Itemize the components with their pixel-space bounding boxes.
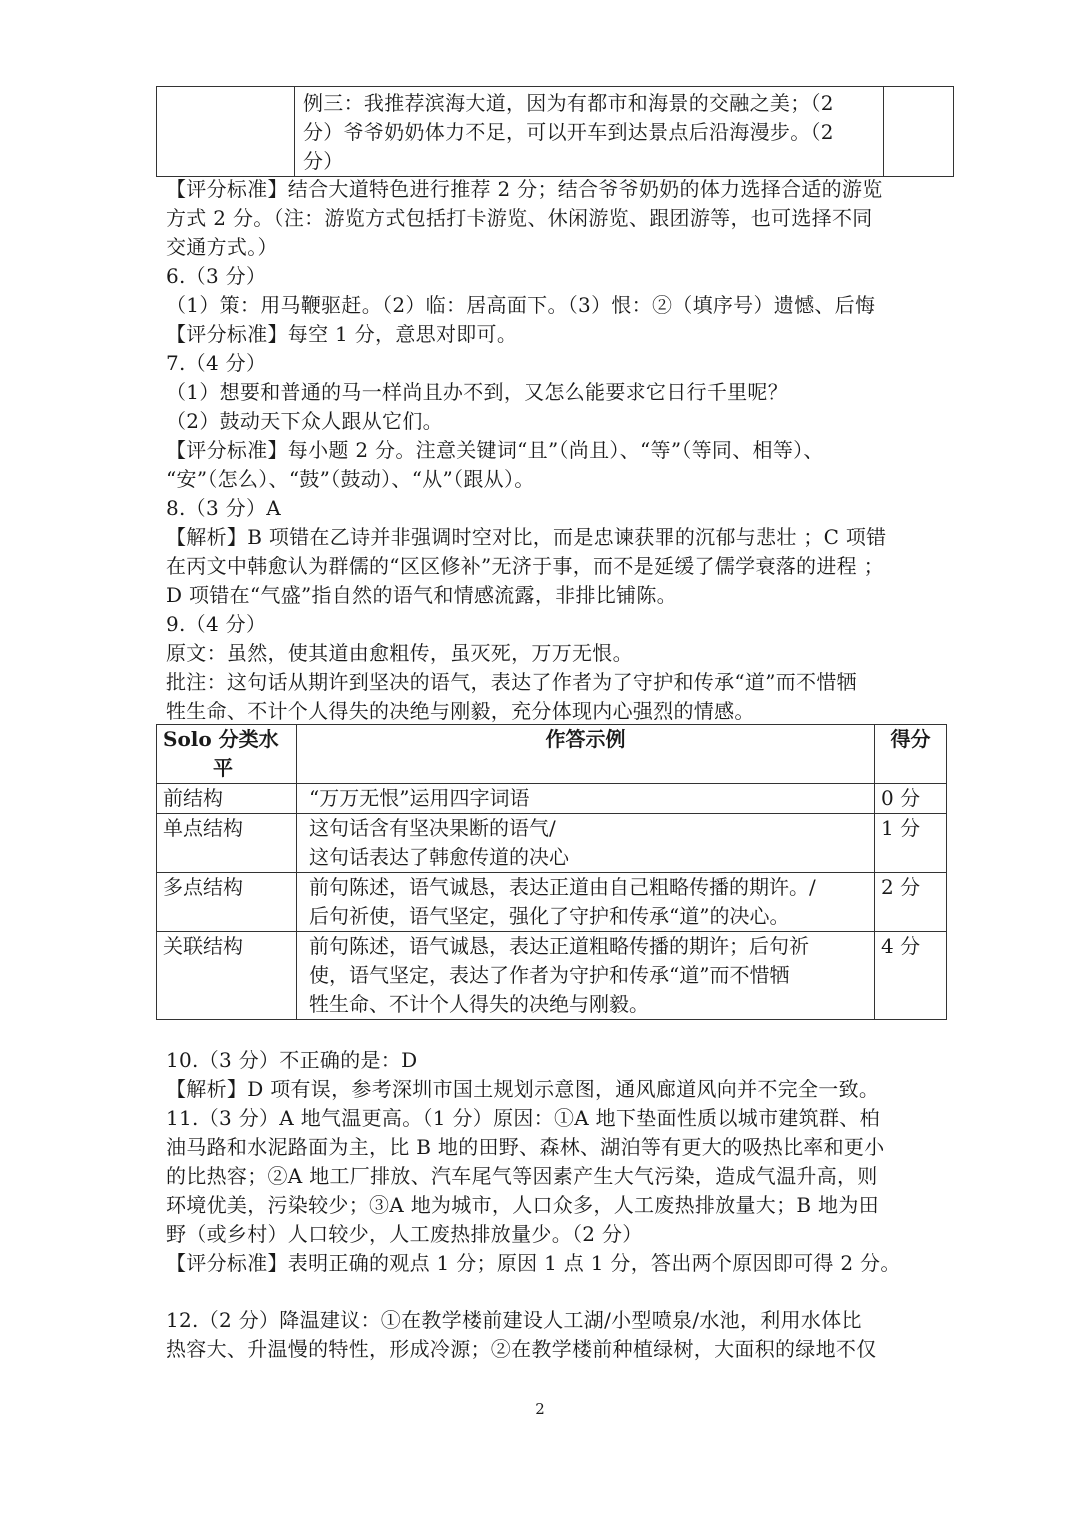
table-header-row — [157, 725, 947, 784]
top-table-line: 例三：我推荐滨海大道，因为有都市和海景的交融之美；（2 — [303, 91, 834, 115]
text-line: （1）想要和普通的马一样尚且办不到，又怎么能要求它日行千里呢？ — [166, 380, 789, 404]
answer-12 — [166, 1306, 941, 1364]
text-line: 【评分标准】结合大道特色进行推荐 2 分；结合爷爷奶奶的体力选择合适的游览 — [166, 177, 883, 201]
text-line: 【解析】B 项错在乙诗并非强调时空对比，而是忠谏获罪的沉郁与悲壮 ；C 项错 — [166, 525, 887, 549]
solo-scoring-table — [156, 724, 947, 1020]
row-level: 前结构 — [157, 784, 297, 814]
row-level: 关联结构 — [157, 932, 297, 1020]
row-answer: 这句话含有坚决果断的语气/ 这句话表达了韩愈传道的决心 — [297, 814, 875, 873]
page-number: 2 — [535, 1400, 545, 1418]
text-line: 的比热容；②A 地工厂排放、汽车尾气等因素产生大气污染，造成气温升高，则 — [166, 1164, 878, 1188]
table-row — [157, 814, 947, 873]
table-row — [157, 932, 947, 1020]
question-heading: 10.（3 分）不正确的是：D — [166, 1048, 418, 1072]
header-solo-level: Solo 分类水 平 — [157, 725, 297, 784]
row-level: 多点结构 — [157, 873, 297, 932]
text-line: D 项错在“气盛”指自然的语气和情感流露，非排比铺陈。 — [166, 583, 677, 607]
row-level: 单点结构 — [157, 814, 297, 873]
text-line: 【评分标准】表明正确的观点 1 分；原因 1 点 1 分，答出两个原因即可得 2 分。 — [166, 1251, 901, 1275]
top-table-answer-cell — [295, 87, 884, 177]
text-line: 在丙文中韩愈认为群儒的“区区修补”无济于事，而不是延缓了儒学衰落的进程 ； — [166, 554, 884, 578]
text-line: （2）鼓动天下众人跟从它们。 — [166, 409, 443, 433]
table-row — [157, 784, 947, 814]
row-answer: 前句陈述，语气诚恳，表达正道粗略传播的期许；后句祈 使，语气坚定，表达了作者为守护和传承“道”而不惜牺 牲生命、不计个人得失的决绝与刚毅。 — [297, 932, 875, 1020]
table-row — [157, 873, 947, 932]
text-line: 方式 2 分。（注：游览方式包括打卡游览、休闲游览、跟团游等，也可选择不同 — [166, 206, 873, 230]
row-score: 0 分 — [875, 784, 947, 814]
question-heading: 8.（3 分）A — [166, 496, 282, 520]
question-heading: 7.（4 分） — [166, 351, 267, 375]
header-score: 得分 — [875, 725, 947, 784]
top-table-line: 分）爷爷奶奶体力不足，可以开车到达景点后沿海漫步。（2 — [303, 120, 834, 144]
text-line: 交通方式。） — [166, 235, 278, 259]
text-line: 12.（2 分）降温建议：①在教学楼前建设人工湖/小型喷泉/水池，利用水体比 — [166, 1308, 862, 1332]
row-answer: 前句陈述，语气诚恳，表达正道由自己粗略传播的期许。/ 后句祈使，语气坚定，强化了守护和传承“道”的决心。 — [297, 873, 875, 932]
header-answer-example: 作答示例 — [297, 725, 875, 784]
top-table-empty-cell-right — [884, 87, 954, 177]
text-line: 牲生命、不计个人得失的决绝与刚毅，充分体现内心强烈的情感。 — [166, 699, 755, 723]
text-line: “安”（怎么）、“鼓”（鼓动）、“从”（跟从）。 — [166, 467, 535, 491]
answers-10-to-11 — [166, 1046, 941, 1278]
row-score: 2 分 — [875, 873, 947, 932]
text-line: （1）策：用马鞭驱赶。（2）临：居高面下。（3）恨：②（填序号）遗憾、后悔 — [166, 293, 876, 317]
text-line: 原文：虽然，使其道由愈粗传，虽灭死，万万无恨。 — [166, 641, 633, 665]
text-line: 【解析】D 项有误，参考深圳市国土规划示意图，通风廊道风向并不完全一致。 — [166, 1077, 880, 1101]
top-answer-table — [156, 86, 954, 177]
text-line: 【评分标准】每小题 2 分。注意关键词“且”（尚且）、“等”（等同、相等）、 — [166, 438, 824, 462]
question-heading: 6.（3 分） — [166, 264, 267, 288]
top-table-line: 分） — [303, 149, 344, 173]
row-score: 4 分 — [875, 932, 947, 1020]
top-table-empty-cell-left — [157, 87, 295, 177]
answers-5-to-9 — [166, 175, 941, 726]
text-line: 野（或乡村）人口较少，人工废热排放量少。（2 分） — [166, 1222, 643, 1246]
text-line: 环境优美，污染较少；③A 地为城市，人口众多，人工废热排放量大；B 地为田 — [166, 1193, 879, 1217]
row-score: 1 分 — [875, 814, 947, 873]
text-line: 热容大、升温慢的特性，形成冷源；②在教学楼前种植绿树，大面积的绿地不仅 — [166, 1337, 877, 1361]
question-heading: 9.（4 分） — [166, 612, 267, 636]
text-line: 【评分标准】每空 1 分，意思对即可。 — [166, 322, 518, 346]
text-line: 11.（3 分）A 地气温更高。（1 分）原因：①A 地下垫面性质以城市建筑群、柏 — [166, 1106, 880, 1130]
row-answer: “万万无恨”运用四字词语 — [297, 784, 875, 814]
text-line: 油马路和水泥路面为主，比 B 地的田野、森林、湖泊等有更大的吸热比率和更小 — [166, 1135, 885, 1159]
text-line: 批注：这句话从期许到坚决的语气，表达了作者为了守护和传承“道”而不惜牺 — [166, 670, 857, 694]
